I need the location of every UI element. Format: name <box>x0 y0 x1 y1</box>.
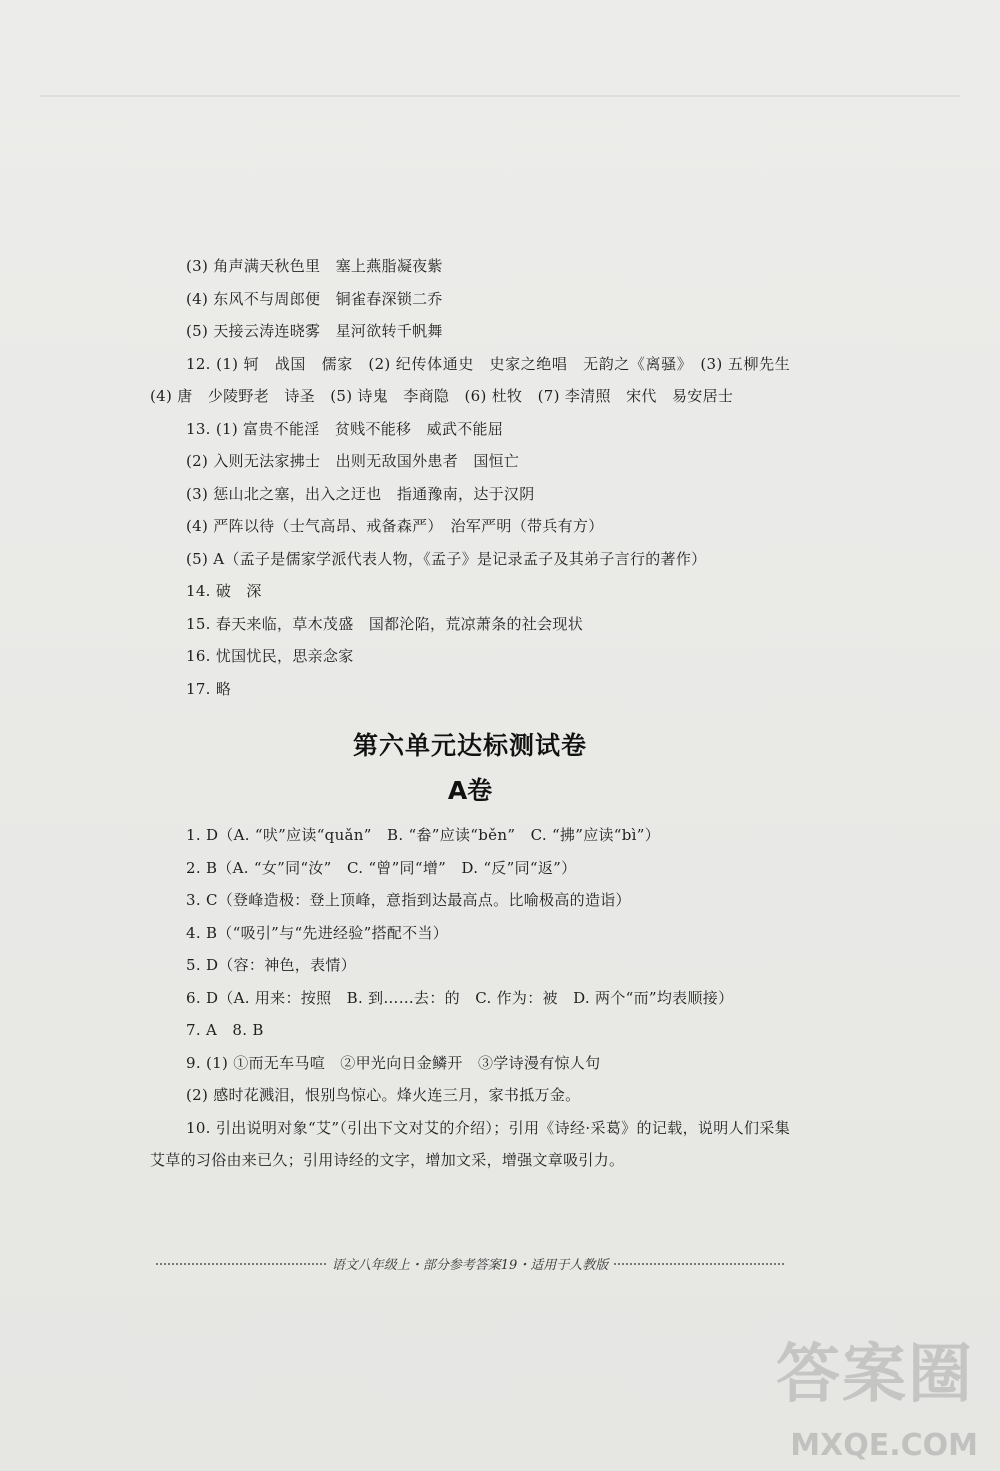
answer-line: 4. B（“吸引”与“先进经验”搭配不当） <box>186 923 449 942</box>
answer-line: 5. D（容：神色，表情） <box>186 956 357 974</box>
answer-line: 13. (1) 富贵不能淫 贫贱不能移 威武不能屈 <box>186 419 504 438</box>
answer-line: (2) 感时花溅泪，恨别鸟惊心。烽火连三月，家书抵万金。 <box>186 1086 581 1104</box>
answer-line: 1. D（A. “吠”应读“quǎn” B. “畚”应读“běn” C. “拂”应读“bì”） <box>186 826 661 844</box>
answer-line: (3) 角声满天秋色里 塞上燕脂凝夜紫 <box>186 257 443 275</box>
answer-line: 14. 破 深 <box>186 582 262 600</box>
answer-line: 7. A 8. B <box>186 1021 264 1039</box>
answer-paragraph-q6: 6. D（A. 用来：按照 B. 到……去：的 C. 作为：被 D. 两个“而”均表顺接） <box>186 988 734 1007</box>
watermark-url: MXQE.COM <box>790 1428 978 1463</box>
answer-line: 3. C（登峰造极：登上顶峰，意指到达最高点。比喻极高的造诣） <box>186 891 631 909</box>
answer-line: 9. (1) ①而无车马喧 ②甲光向日金鳞开 ③学诗漫有惊人句 <box>186 1053 601 1072</box>
answer-line: (3) 惩山北之塞，出入之迂也 指通豫南，达于汉阴 <box>186 484 535 503</box>
answer-paragraph-q10: 10. 引出说明对象“艾”（引出下文对艾的介绍）；引用《诗经·采葛》的记载，说明人们采集艾草的习俗由来已久；引用诗经的文字，增加文采，增强文章吸引力。 <box>150 1118 790 1169</box>
answer-line: 2. B（A. “女”同“汝” C. “曾”同“增” D. “反”同“返”） <box>186 858 577 877</box>
footer-text: 语文八年级上・部分参考答案19・适用于人教版 <box>331 1258 609 1273</box>
answer-line: (2) 入则无法家拂士 出则无敌国外患者 国恒亡 <box>186 452 520 470</box>
scan-artifact-line <box>40 95 960 97</box>
footer-dots-left <box>156 1263 326 1265</box>
answer-line: (5) 天接云涛连晓雾 星河欲转千帆舞 <box>186 322 443 340</box>
section-subheading: A卷 <box>447 776 493 805</box>
answer-line: (4) 严阵以待（士气高昂、戒备森严） 治军严明（带兵有方） <box>186 517 604 535</box>
answer-content <box>150 250 806 1177</box>
watermark <box>764 1323 984 1463</box>
page-footer <box>150 1254 790 1273</box>
answer-line: (5) A（孟子是儒家学派代表人物，《孟子》是记录孟子及其弟子言行的著作） <box>186 549 707 568</box>
answer-line: 16. 忧国忧民，思亲念家 <box>186 647 354 665</box>
section-heading: 第六单元达标测试卷 <box>352 731 587 760</box>
answer-line: 15. 春天来临，草木茂盛 国都沦陷，荒凉萧条的社会现状 <box>186 614 584 633</box>
answer-line: (4) 东风不与周郎便 铜雀春深锁二乔 <box>186 289 443 308</box>
answer-paragraph-q12: 12. (1) 轲 战国 儒家 (2) 纪传体通史 史家之绝唱 无韵之《离骚》 (3) 五柳先生 (4) 唐 少陵野老 诗圣 (5) 诗鬼 李商隐 (6) 杜牧 (7) 李清照 宋代 易安居士 <box>150 354 806 405</box>
watermark-logo: 答案圈 <box>776 1338 974 1412</box>
footer-dots-right <box>614 1263 784 1265</box>
answer-line: 17. 略 <box>186 679 232 698</box>
